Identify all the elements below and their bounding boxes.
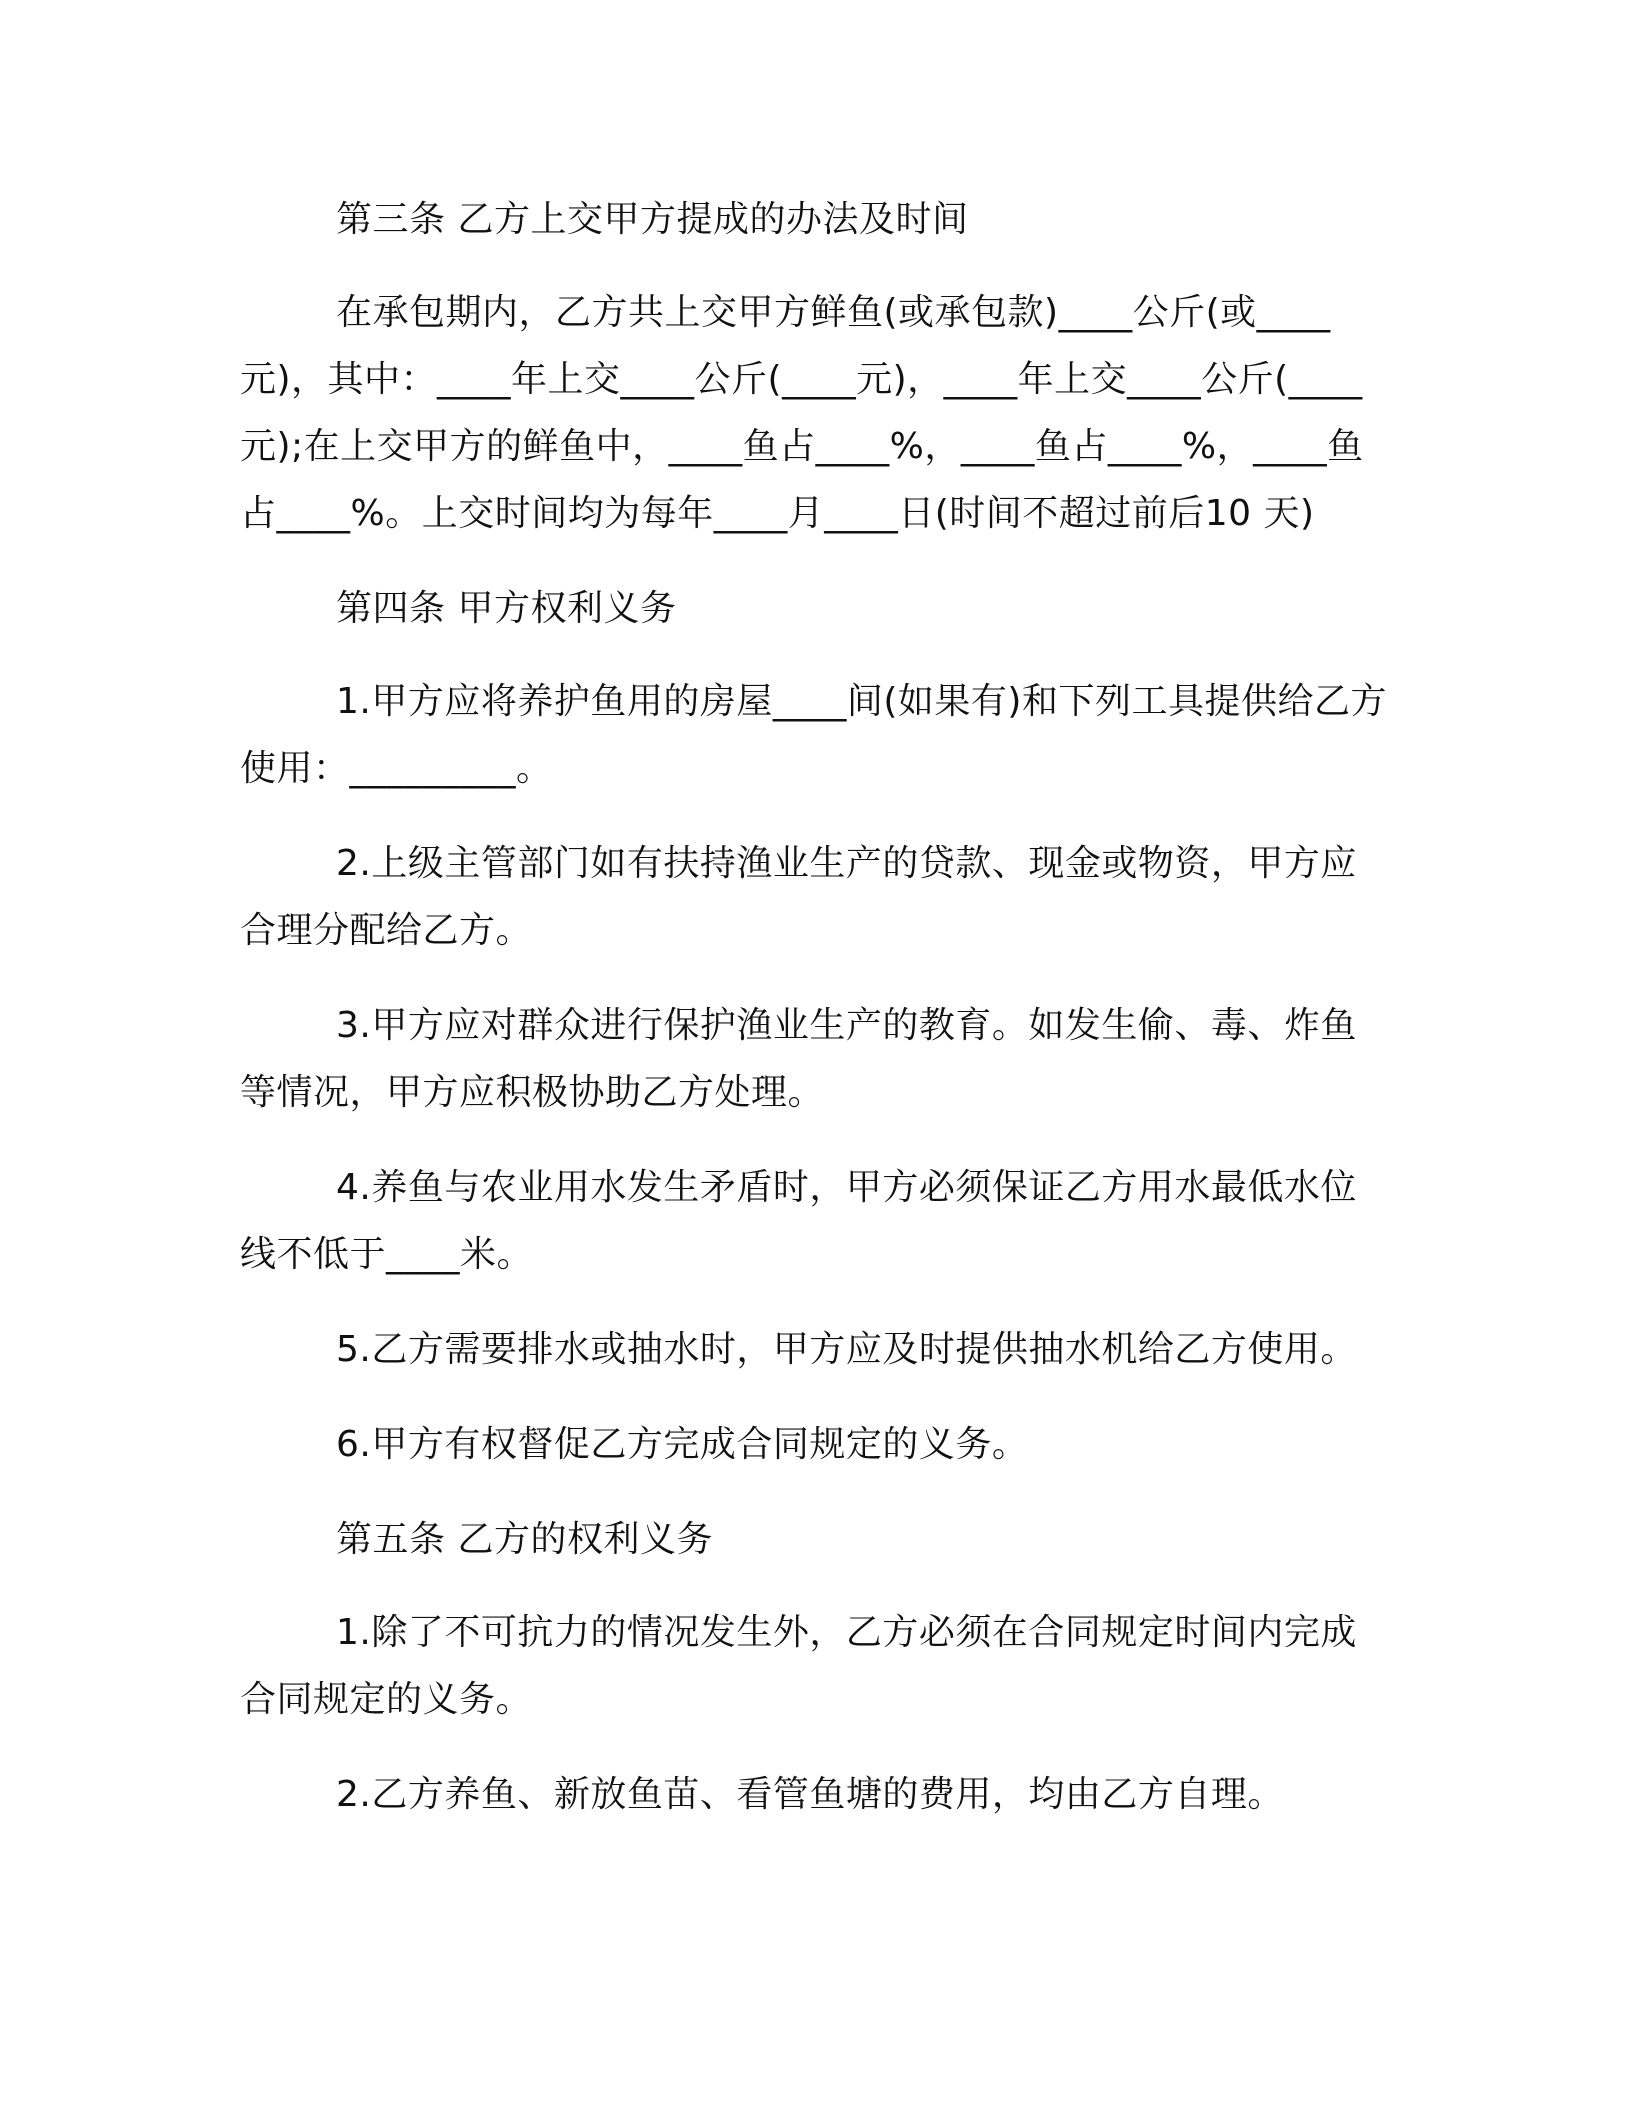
article-5-item-1: 1.除了不可抗力的情况发生外，乙方必须在合同规定时间内完成合同规定的义务。 [240,1612,1357,1720]
article-4-item-1: 1.甲方应将养护鱼用的房屋____间(如果有)和下列工具提供给乙方使用：_________。 [240,681,1387,789]
article-5-item-2: 2.乙方养鱼、新放鱼苗、看管鱼塘的费用，均由乙方自理。 [336,1774,1284,1815]
article-5-heading: 第五条 乙方的权利义务 [336,1519,713,1560]
article-4-heading: 第四条 甲方权利义务 [336,588,677,629]
article-4-item-5: 5.乙方需要排水或抽水时，甲方应及时提供抽水机给乙方使用。 [336,1329,1357,1370]
article-4-item-3: 3.甲方应对群众进行保护渔业生产的教育。如发生偷、毒、炸鱼等情况，甲方应积极协助乙方处理。 [240,1005,1357,1113]
article-3-paragraph: 在承包期内，乙方共上交甲方鲜鱼(或承包款)____公斤(或____元)，其中：____年上交____公斤(____元)，____年上交____公斤(____元);在上交甲方的鲜鱼中，____鱼占____%，____鱼占____%，____鱼占____%。上交时间均为每年____月____日(时间不超过前后10 天) [240,292,1364,534]
document-body [240,186,1390,1856]
article-4-item-2: 2.上级主管部门如有扶持渔业生产的贷款、现金或物资，甲方应合理分配给乙方。 [240,843,1357,951]
article-3-heading: 第三条 乙方上交甲方提成的办法及时间 [336,199,969,240]
article-4-item-6: 6.甲方有权督促乙方完成合同规定的义务。 [336,1424,1029,1465]
article-4-item-4: 4.养鱼与农业用水发生矛盾时，甲方必须保证乙方用水最低水位线不低于____米。 [240,1167,1357,1275]
